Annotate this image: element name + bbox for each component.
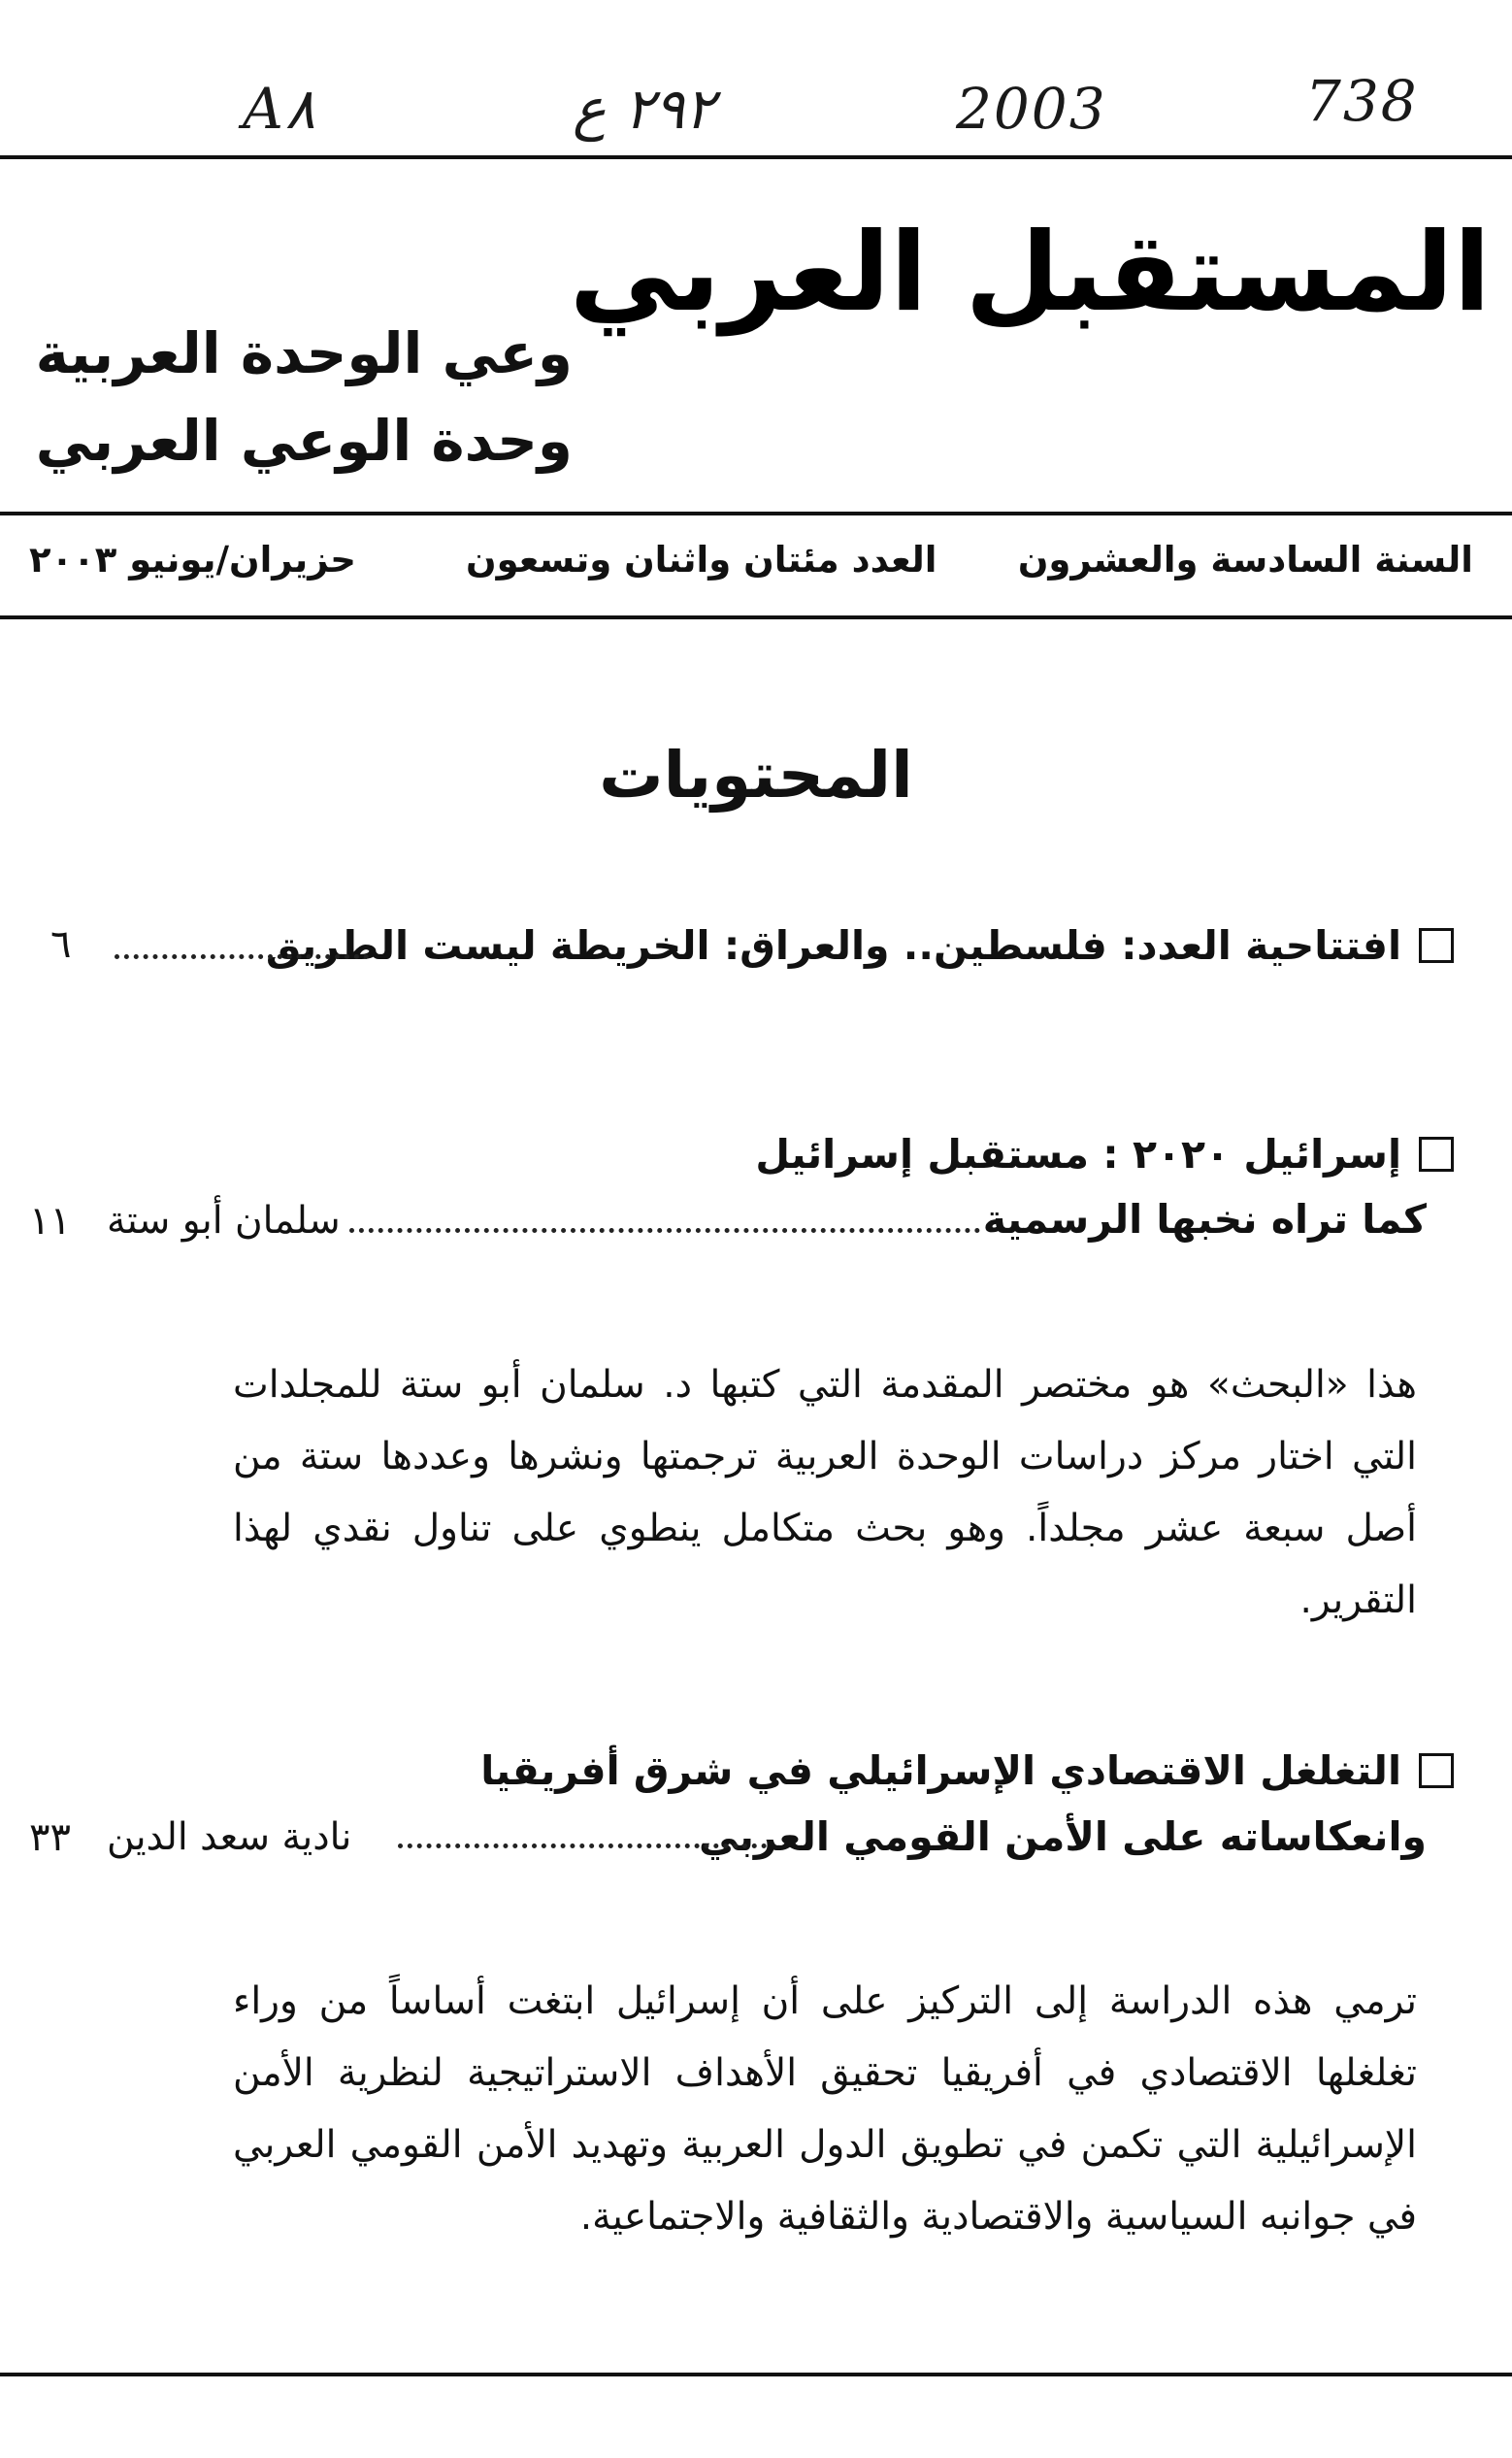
dot-leader — [398, 1843, 767, 1848]
top-rule — [0, 155, 1512, 159]
handwritten-note: A٨ — [243, 76, 316, 142]
entry-title: التغلغل الاقتصادي الإسرائيلي في شرق أفريقيا — [480, 1747, 1401, 1794]
handwritten-note: 738 — [1305, 68, 1419, 134]
issue-date: حزيران/يونيو ٢٠٠٣ — [29, 539, 356, 581]
dot-leader — [115, 953, 369, 959]
entry-title: إسرائيل ٢٠٢٠ : مستقبل إسرائيل — [755, 1131, 1401, 1178]
checkbox-icon — [1419, 928, 1454, 963]
handwritten-note: 2003 — [956, 76, 1107, 142]
page-number: ١١ — [29, 1199, 71, 1244]
masthead-rule — [0, 512, 1512, 515]
checkbox-icon — [1419, 1753, 1454, 1788]
entry-abstract: ترمي هذه الدراسة إلى التركيز على أن إسرائيل ابتغت أساساً من وراء تغلغلها الاقتصادي في أفريقيا تحقيق الأهداف الاستراتيجية لنظرية الأمن الإسرائيلية التي تكمن في تطويق الدول العربية وتهديد الأمن القومي العربي في جوانبه السياسية والاقتصادية والثقافية والاجتماعية. — [233, 1979, 1417, 2239]
slogan-line-2: وحدة الوعي العربي — [35, 408, 573, 474]
page-number: ٦ — [50, 922, 72, 967]
entry-subtitle: وانعكاساته على الأمن القومي العربي — [699, 1813, 1427, 1860]
toc-entry-israel-2020[interactable] — [755, 1131, 1454, 1178]
slogan-line-1: وعي الوحدة العربية — [35, 320, 573, 386]
bottom-rule — [0, 2373, 1512, 2376]
toc-entry-east-africa[interactable] — [480, 1747, 1454, 1794]
contents-title: المحتويات — [599, 738, 913, 813]
issue-year: السنة السادسة والعشرون — [1017, 539, 1473, 581]
checkbox-icon — [1419, 1137, 1454, 1172]
entry-author: سلمان أبو ستة — [107, 1199, 341, 1243]
dot-leader — [349, 1227, 980, 1233]
issue-number: العدد مئتان واثنان وتسعون — [466, 539, 937, 581]
handwritten-note: ٢٩٢ ع — [573, 76, 715, 142]
toc-entry-editorial[interactable] — [266, 922, 1454, 969]
journal-logo: المستقبل العربي — [569, 210, 1491, 336]
entry-author: نادية سعد الدين — [107, 1815, 352, 1859]
page-number: ٣٣ — [29, 1815, 71, 1860]
entry-abstract: هذا «البحث» هو مختصر المقدمة التي كتبها د. سلمان أبو ستة للمجلدات التي اختار مركز دراسات الوحدة العربية ترجمتها ونشرها وعددها ستة من أصل سبعة عشر مجلداً. وهو بحث متكامل ينطوي على تناول نقدي لهذا التقرير. — [233, 1363, 1417, 1622]
entry-subtitle: كما تراه نخبها الرسمية — [982, 1196, 1427, 1243]
info-rule — [0, 615, 1512, 619]
entry-title: افتتاحية العدد: فلسطين.. والعراق: الخريطة ليست الطريق — [265, 922, 1401, 969]
